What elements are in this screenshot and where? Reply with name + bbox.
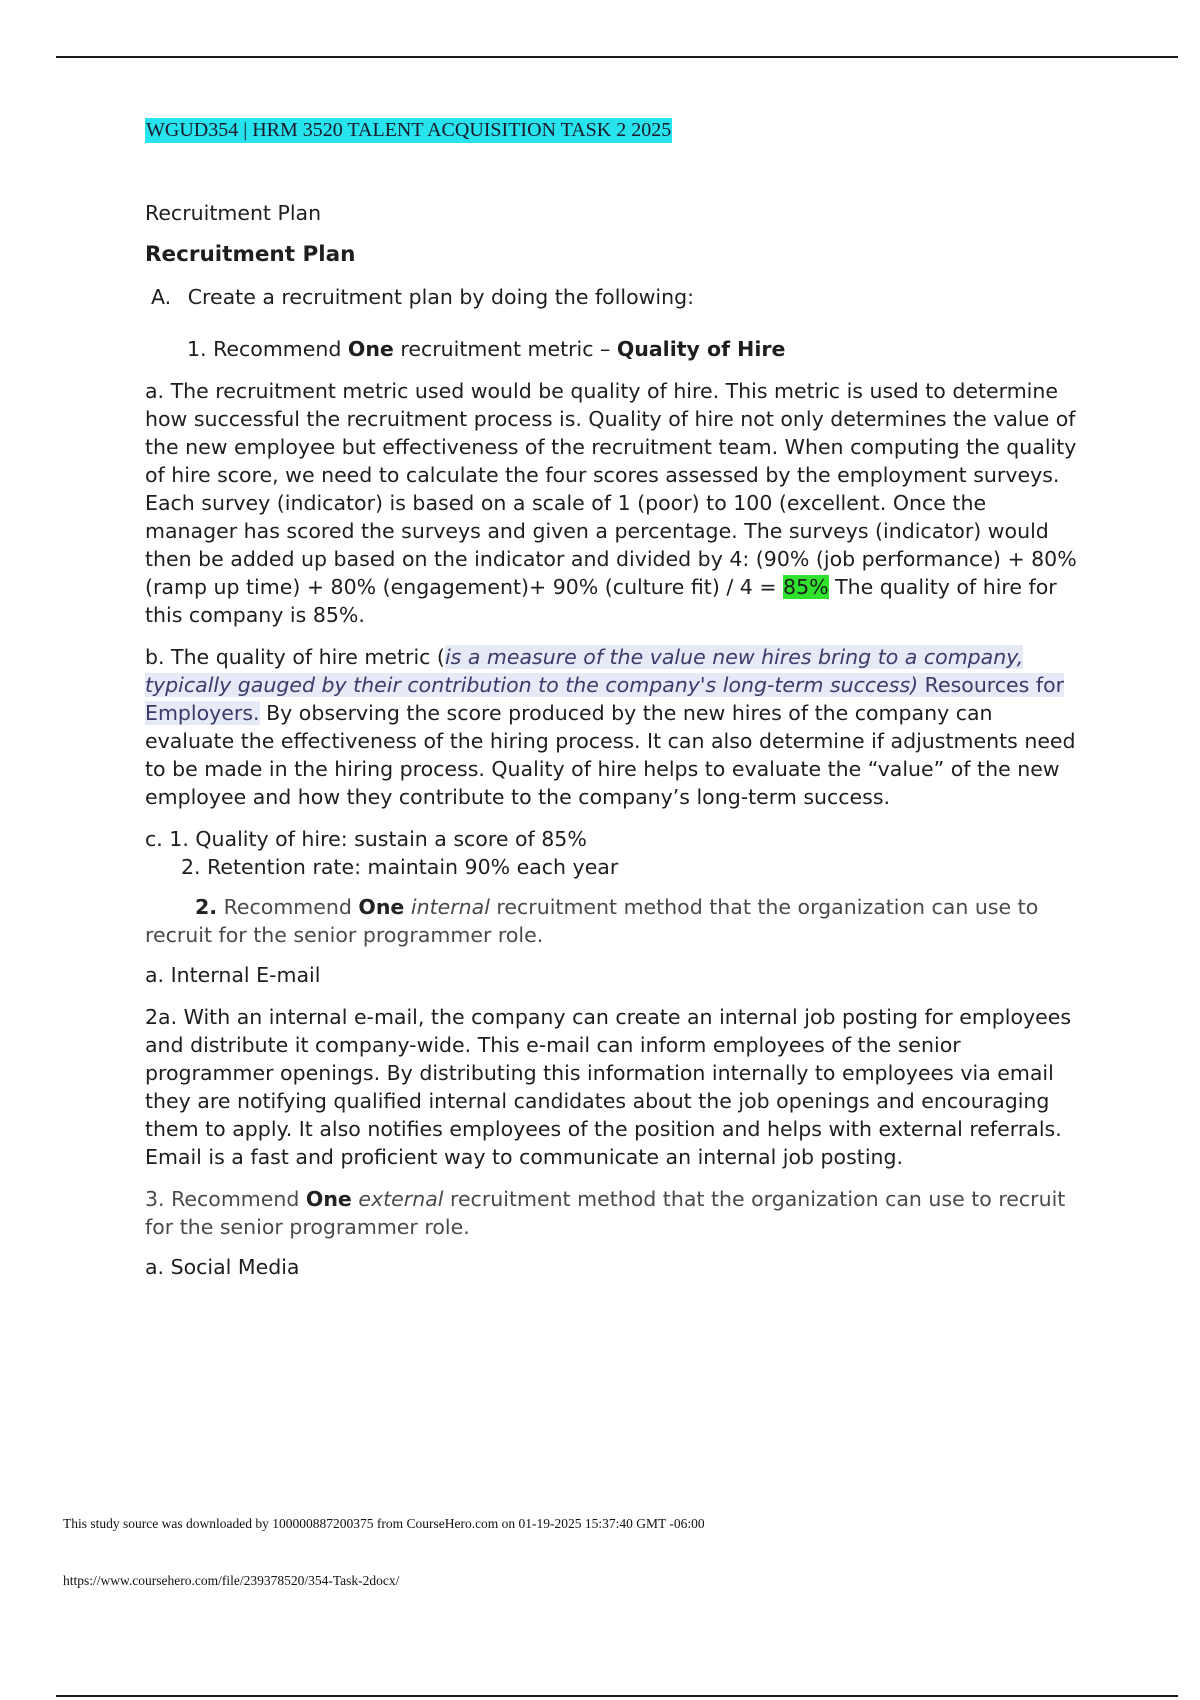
paragraph-a [145,377,1080,629]
download-notice: This study source was downloaded by 100000887200375 from CourseHero.com on 01-19-2025 15:37:40 GMT -06:00 [63,1516,705,1531]
item-2a-label: a. Internal E-mail [145,963,321,987]
item-a [145,283,1080,311]
item-3 [145,1185,1080,1241]
item-1-middle: recruitment metric – [393,337,617,361]
section-title-bold: Recruitment Plan [145,242,356,267]
paragraph-b [145,643,1080,811]
item-3a-label: a. Social Media [145,1255,300,1279]
paragraph-2a: 2a. With an internal e-mail, the company can create an internal job posting for employees and distribute it company-wide. This e-mail can inform employees of the senior programmer openings. By distributing this information internally to employees via email they are notifying qualified internal candidates about the job openings and encouraging them to apply. It also notifies employees of the position and helps with external referrals. Email is a fast and proficient way to communicate an internal job posting. [145,1005,1072,1169]
item-3-text2: recruitment method that the organization can use to recruit for the senior programmer role. [145,1187,1066,1239]
definition-source: Resources for Employers. [145,673,1065,725]
item-1 [145,335,1080,363]
score-highlight: 85% [783,575,829,599]
title-row [145,118,1080,147]
top-rule [56,56,1178,58]
item-1-one: One [347,337,394,361]
source-url[interactable]: https://www.coursehero.com/file/239378520/354-Task-2docx/ [63,1573,400,1588]
paragraph-a-text: a. The recruitment metric used would be quality of hire. This metric is used to determine how successful the recruitment process is. Quality of hire not only determines the value of the new employee but effectiveness of the recruitment team. When computing the quality of hire score, we need to calculate the four scores assessed by the employment surveys. Each survey (indicator) is based on a scale of 1 (poor) to 100 (excellent. Once the manager has scored the surveys and given a percentage. The surveys (indicator) would then be added up based on the indicator and divided by 4: (90% (job performance) + 80% (ramp up time) + 80% (engagement)+ 90% (culture fit) / 4 = [145,379,1077,599]
item-2-prefix: 2. [195,895,218,919]
item-3-text1: Recommend [164,1187,306,1211]
bottom-rule [56,1695,1178,1697]
document-body [145,118,1080,1281]
paragraph-b-rest: By observing the score produced by the new hires of the company can evaluate the effectiveness of the hiring process. It can also determine if adjustments need to be made in the hiring process. Quality of hire helps to evaluate the “value” of the new employee and how they contribute to the company’s long-term success. [145,701,1076,809]
paragraph-b-lead: b. The quality of hire metric ( [145,645,445,669]
section-title-plain: Recruitment Plan [145,201,322,225]
item-1-metric: Quality of Hire [616,337,786,361]
paragraph-c-line2: 2. Retention rate: maintain 90% each year [181,855,619,879]
definition-quote-text: is a measure of the value new hires bring to a company, typically gauged by their contribution to the company's long-term success) [145,645,1024,697]
item-1-prefix: 1. Recommend [187,337,348,361]
item-3-prefix: 3. [145,1187,165,1211]
item-2-text1: Recommend [217,895,359,919]
item-2 [145,893,1080,949]
item-3-one: One [305,1187,352,1211]
item-3-external: external [358,1187,444,1211]
item-2-one: One [358,895,405,919]
item-a-text: Create a recruitment plan by doing the following: [187,285,695,309]
paragraph-a-after: The quality of hire for this company is 85%. [145,575,1057,627]
item-2-internal: internal [410,895,490,919]
paragraph-c-line1: c. 1. Quality of hire: sustain a score of 85% [145,827,587,851]
item-2-text2: recruitment method that the organization can use to recruit for the senior programmer role. [145,895,1039,947]
document-title: WGUD354 | HRM 3520 TALENT ACQUISITION TASK 2 2025 [146,119,672,141]
item-a-marker: A. [151,285,172,309]
